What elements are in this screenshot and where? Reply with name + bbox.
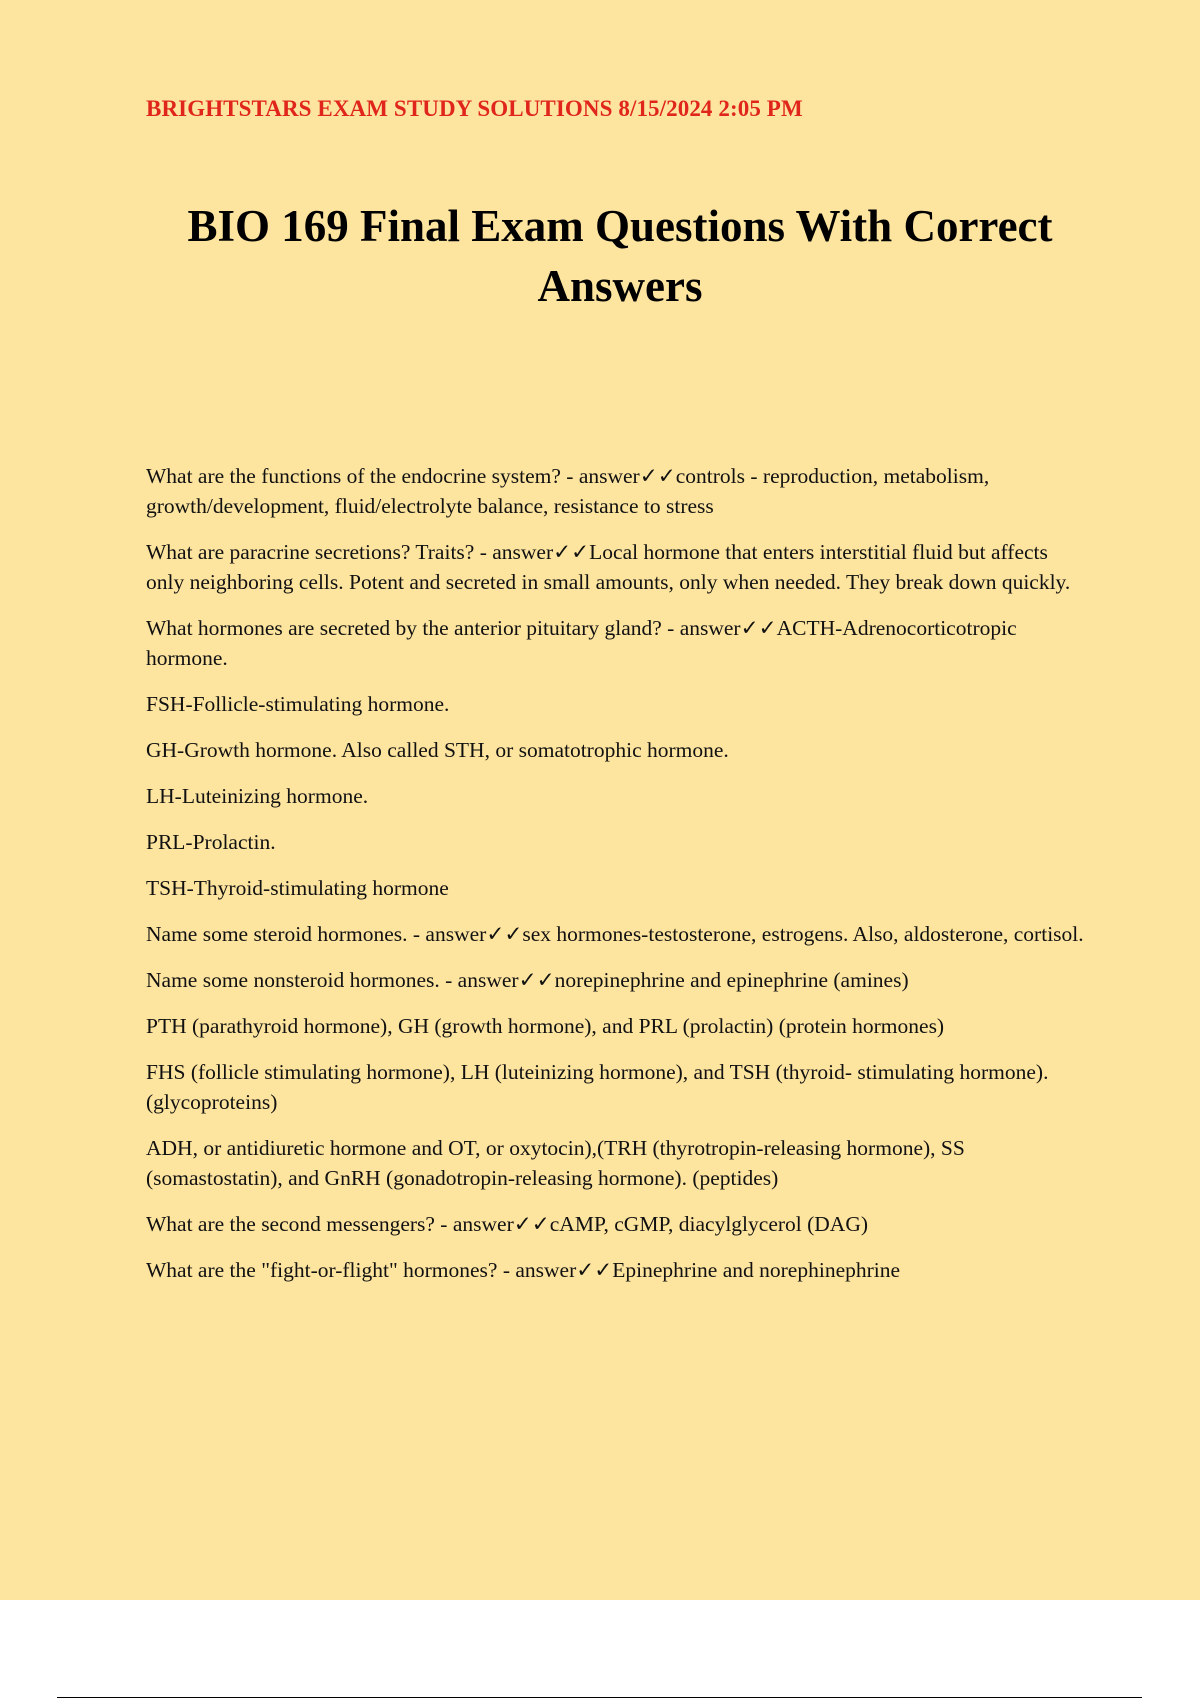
page-title: BIO 169 Final Exam Questions With Correct Answers — [187, 201, 1053, 311]
header-line: BRIGHTSTARS EXAM STUDY SOLUTIONS 8/15/2024 2:05 PM — [146, 96, 803, 121]
qa-item-nonsteroid: Name some nonsteroid hormones. - answer✓✓norepinephrine and epinephrine (amines) — [146, 968, 909, 992]
qa-item-gh: GH-Growth hormone. Also called STH, or somatotrophic hormone. — [146, 738, 729, 762]
qa-item-prl: PRL-Prolactin. — [146, 830, 276, 854]
qa-item-tsh: TSH-Thyroid-stimulating hormone — [146, 876, 449, 900]
qa-item-glycoproteins: FHS (follicle stimulating hormone), LH (luteinizing hormone), and TSH (thyroid- stimulating hormone).(glycoproteins) — [146, 1060, 1049, 1114]
qa-item-protein: PTH (parathyroid hormone), GH (growth hormone), and PRL (prolactin) (protein hormones) — [146, 1014, 945, 1038]
footer-divider — [57, 1697, 1142, 1698]
qa-item-fsh: FSH-Follicle-stimulating hormone. — [146, 692, 450, 716]
qa-item-lh: LH-Luteinizing hormone. — [146, 784, 369, 808]
qa-item-steroid: Name some steroid hormones. - answer✓✓sex hormones-testosterone, estrogens. Also, aldosterone, cortisol. — [146, 922, 1084, 946]
qa-item-anterior-pituitary: What hormones are secreted by the anterior pituitary gland? - answer✓✓ACTH-Adrenocorticotropic hormone. — [146, 616, 1017, 670]
qa-list — [146, 461, 1086, 1301]
qa-item-paracrine: What are paracrine secretions? Traits? - answer✓✓Local hormone that enters interstitial fluid but affects only neighboring cells. Potent and secreted in small amounts, only when needed. They break down quickly. — [146, 540, 1071, 594]
qa-item-fight-or-flight: What are the "fight-or-flight" hormones? - answer✓✓Epinephrine and norephinephrine — [146, 1258, 901, 1282]
qa-item-endocrine-functions: What are the functions of the endocrine system? - answer✓✓controls - reproduction, metabolism, growth/development, fluid/electrolyte balance, resistance to stress — [146, 464, 990, 518]
qa-item-second-messengers: What are the second messengers? - answer✓✓cAMP, cGMP, diacylglycerol (DAG) — [146, 1212, 869, 1236]
qa-item-peptides: ADH, or antidiuretic hormone and OT, or oxytocin),(TRH (thyrotropin-releasing hormone), SS (somastostatin), and GnRH (gonadotropin-releasing hormone). (peptides) — [146, 1136, 965, 1190]
